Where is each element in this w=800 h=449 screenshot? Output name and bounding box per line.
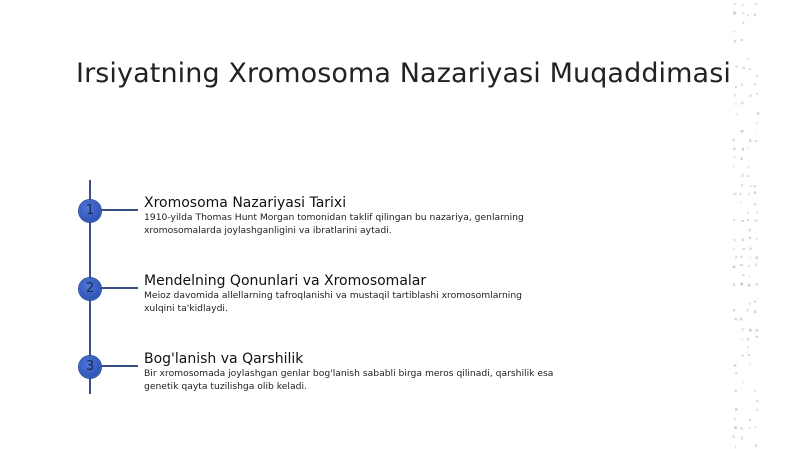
timeline-marker: 2 xyxy=(79,278,101,300)
decorative-dot xyxy=(734,94,736,97)
decorative-dot xyxy=(755,329,758,331)
decorative-dot xyxy=(741,256,743,258)
decorative-dot xyxy=(756,409,758,411)
decorative-dot xyxy=(749,329,752,332)
decorative-dot xyxy=(742,22,744,24)
decorative-dot xyxy=(741,338,743,340)
decorative-dot xyxy=(754,14,756,16)
decorative-dot xyxy=(749,95,751,97)
decorative-dot xyxy=(749,139,751,142)
decorative-dot xyxy=(755,264,757,267)
decorative-dot xyxy=(742,248,745,250)
decorative-dot xyxy=(756,237,758,239)
decorative-dot xyxy=(749,185,752,187)
slide-title: Irsiyatning Xromosoma Nazariyasi Muqaddimasi xyxy=(76,58,731,89)
decorative-dot xyxy=(747,346,749,348)
decorative-dot xyxy=(733,309,735,311)
decorative-dot xyxy=(733,165,735,168)
decorative-dot xyxy=(740,193,742,195)
timeline-marker: 3 xyxy=(79,356,101,378)
decorative-dot xyxy=(755,444,757,447)
decorative-dot xyxy=(748,354,750,356)
decorative-dot xyxy=(742,239,744,242)
decorative-dot xyxy=(735,408,738,410)
decorative-dot xyxy=(733,219,735,221)
decorative-dot xyxy=(741,328,744,331)
decorative-dot xyxy=(756,112,759,114)
decorative-dot xyxy=(742,67,745,69)
decorative-dot xyxy=(749,363,751,365)
decorative-dot xyxy=(733,139,735,142)
decorative-dot xyxy=(748,265,750,267)
decorative-dot xyxy=(733,435,735,438)
decorative-dot xyxy=(741,130,744,133)
decorative-dot xyxy=(756,93,758,95)
decorative-dot xyxy=(756,256,758,259)
decorative-dot xyxy=(735,390,737,392)
decorative-dot xyxy=(756,336,759,338)
decorative-dot xyxy=(734,156,736,158)
decorative-dot xyxy=(742,12,744,14)
decorative-dot xyxy=(748,165,750,168)
decorative-dot xyxy=(747,338,750,341)
decorative-dot-pattern xyxy=(728,0,778,449)
timeline-item-title: Bog'lanish va Qarshilik xyxy=(144,351,304,367)
decorative-dot xyxy=(733,248,735,251)
decorative-dot xyxy=(733,31,735,33)
decorative-dot xyxy=(734,40,736,43)
decorative-dot xyxy=(733,12,736,15)
decorative-dot xyxy=(754,301,756,303)
decorative-dot xyxy=(735,446,737,449)
timeline-item-title: Mendelning Qonunlari va Xromosomalar xyxy=(144,273,427,289)
decorative-dot xyxy=(733,148,735,150)
decorative-dot xyxy=(734,364,737,366)
decorative-dot xyxy=(749,302,751,304)
decorative-dot xyxy=(747,309,749,311)
decorative-dot xyxy=(734,193,737,196)
decorative-dot xyxy=(754,192,756,194)
decorative-dot xyxy=(740,201,742,204)
decorative-dot xyxy=(754,130,756,132)
decorative-dot xyxy=(740,39,743,41)
decorative-dot xyxy=(754,185,756,187)
decorative-dot xyxy=(734,318,737,320)
decorative-dot xyxy=(742,4,744,6)
decorative-dot xyxy=(755,3,758,5)
decorative-dot xyxy=(735,372,737,374)
decorative-dot xyxy=(754,390,756,392)
decorative-dot xyxy=(756,400,759,402)
decorative-dot xyxy=(756,211,758,214)
decorative-dot xyxy=(755,140,757,142)
decorative-dot xyxy=(735,86,737,88)
timeline-item-title: Xromosoma Nazariyasi Tarixi xyxy=(144,195,347,211)
decorative-dot xyxy=(740,264,743,266)
decorative-dot xyxy=(741,437,743,440)
decorative-dot xyxy=(754,203,757,206)
decorative-dot xyxy=(741,184,743,186)
decorative-dot xyxy=(734,239,736,241)
timeline-item-description: Meioz davomida allellarning tafroqlanishi va mustaqil tartiblashi xromosomlarning xulqini ta'kidlaydi. xyxy=(144,290,523,314)
decorative-dot xyxy=(747,14,749,16)
decorative-dot xyxy=(747,284,750,287)
decorative-dot xyxy=(749,427,751,429)
decorative-dot xyxy=(735,256,737,258)
timeline-marker: 1 xyxy=(79,200,101,222)
decorative-dot xyxy=(734,103,736,105)
decorative-dot xyxy=(754,426,756,428)
decorative-dot xyxy=(747,58,749,60)
decorative-dot xyxy=(741,174,744,177)
timeline-item-description: 1910-yilda Thomas Hunt Morgan tomonidan taklif qilingan bu nazariya, genlarning xromosomalarda joylashganligini va ibratlarini aytadi. xyxy=(144,212,524,236)
decorative-dot xyxy=(755,219,758,221)
decorative-dot xyxy=(734,3,736,5)
decorative-dot xyxy=(740,427,742,429)
decorative-dot xyxy=(735,66,737,68)
decorative-dot xyxy=(734,426,737,429)
decorative-dot xyxy=(747,219,749,221)
decorative-dot xyxy=(741,102,744,105)
decorative-dot xyxy=(756,283,759,285)
decorative-dot xyxy=(749,248,752,250)
decorative-dot xyxy=(740,318,742,321)
decorative-dot xyxy=(749,229,751,232)
decorative-dot xyxy=(742,381,745,383)
decorative-dot xyxy=(733,284,735,287)
decorative-dot xyxy=(748,193,750,195)
decorative-dot xyxy=(734,418,736,421)
decorative-dot xyxy=(756,75,758,77)
decorative-dot xyxy=(749,419,751,421)
decorative-dot xyxy=(748,175,750,177)
decorative-dot xyxy=(754,84,756,86)
decorative-dot xyxy=(749,68,751,70)
decorative-dot xyxy=(747,211,749,213)
decorative-dot xyxy=(742,274,745,276)
decorative-dot xyxy=(742,148,744,151)
decorative-dot xyxy=(741,220,744,222)
timeline-item-description: Bir xromosomada joylashgan genlar bog'lanish sababli birga meros qilinadi, qarshilik esa genetik qayta tuzilishga olib keladi. xyxy=(144,368,554,392)
decorative-dot xyxy=(735,113,737,115)
decorative-dot xyxy=(748,275,750,278)
decorative-dot xyxy=(740,157,743,160)
decorative-dot xyxy=(733,266,736,269)
decorative-dot xyxy=(747,148,749,150)
decorative-dot xyxy=(741,84,743,86)
decorative-dot xyxy=(740,282,743,285)
decorative-dot xyxy=(756,122,758,124)
decorative-dot xyxy=(754,310,757,313)
decorative-dot xyxy=(749,256,751,258)
decorative-dot xyxy=(742,355,744,357)
decorative-dot xyxy=(749,237,751,239)
